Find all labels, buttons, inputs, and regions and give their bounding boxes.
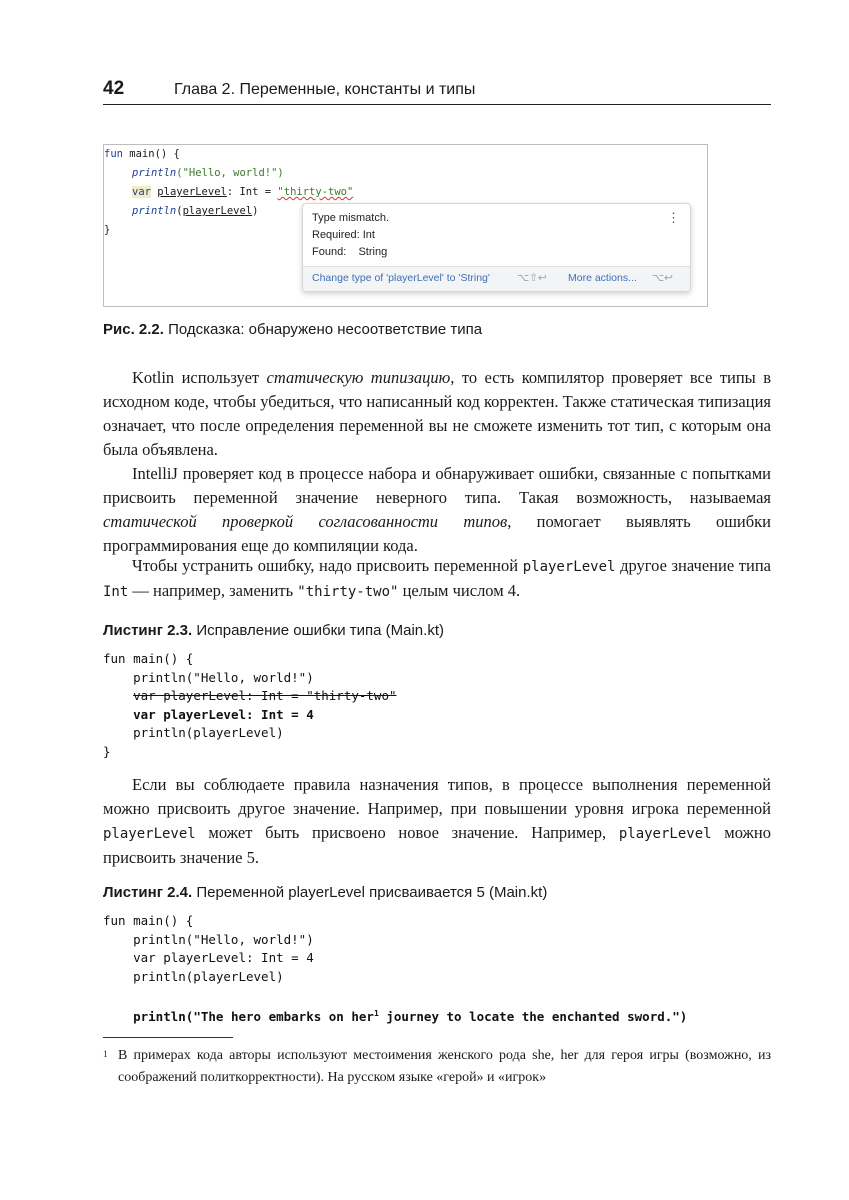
code-line-5: } bbox=[104, 224, 111, 236]
code-line-4: println(playerLevel) bbox=[132, 205, 259, 217]
footnote-text: В примерах кода авторы используют местоимения женского рода she, her для героя игры (возможно, из соображений политкорректности). На русском языке «герой» и «игрок» bbox=[118, 1048, 771, 1085]
added-line: var playerLevel: Int = 4 bbox=[133, 706, 314, 722]
tooltip-title: Type mismatch. bbox=[312, 212, 390, 224]
more-actions-shortcut: ⌥↩ bbox=[652, 272, 673, 284]
listing-2-4-title: Листинг 2.4. Переменной playerLevel присваивается 5 (Main.kt) bbox=[103, 884, 548, 901]
footnote bbox=[103, 1045, 771, 1089]
footnote-mark: 1 bbox=[103, 1049, 108, 1059]
footnote-divider bbox=[103, 1037, 233, 1038]
more-vertical-icon[interactable]: ⋮ bbox=[667, 210, 680, 225]
error-string: "thirty-two" bbox=[277, 186, 354, 198]
change-type-action[interactable]: Change type of 'playerLevel' to 'String' bbox=[312, 272, 490, 284]
paragraph-reassign: Если вы соблюдаете правила назначения типов, в процессе выполнения переменной можно присвоить другое значение. Например, при повышении уровня игрока переменной playerLevel может быть присвоено новое значение. Например, playerLevel можно присвоить значение 5. bbox=[103, 775, 772, 867]
paragraph-intellij-checking: IntelliJ проверяет код в процессе набора и обнаруживает ошибки, связанные с попытками присвоить переменной значение неверного типа. Такая возможность, называемая статической проверкой согласованности типов, помогает выявлять ошибки программирования еще до компиляции кода. bbox=[103, 464, 771, 555]
tooltip-found: Found: String bbox=[312, 246, 388, 258]
figure-caption: Рис. 2.2. Подсказка: обнаружено несоответствие типа bbox=[103, 321, 483, 338]
tooltip-required: Required: Int bbox=[312, 229, 375, 241]
listing-2-4-code: fun main() { println("Hello, world!") var playerLevel: Int = 4 println(playerLevel) println("The hero embarks on her$^1$ journey to locate the enchanted sword.") bbox=[103, 913, 688, 1024]
paragraph-static-typing: Kotlin использует статическую типизацию, то есть компилятор проверяет все типы в исходном коде, чтобы убедиться, что написанный код корректен. Также статическая типизация означает, что после определения переменной вы не сможете изменить тот тип, с которым она была объявлена. bbox=[103, 368, 771, 459]
ide-screenshot-figure bbox=[103, 144, 708, 307]
removed-line: var playerLevel: Int = "thirty-two" bbox=[133, 688, 397, 703]
paragraph-fix-error: Чтобы устранить ошибку, надо присвоить переменной playerLevel другое значение типа Int — например, заменить "thirty-two" целым числом 4. bbox=[103, 556, 771, 600]
listing-2-3-code: fun main() { println("Hello, world!") var playerLevel: Int = "thirty-two" var playerLevel: Int = 4 println(playerLevel) } bbox=[103, 651, 397, 759]
more-actions-link[interactable]: More actions... bbox=[568, 272, 637, 284]
page-number: 42 bbox=[103, 78, 125, 99]
tooltip-footer bbox=[303, 266, 690, 291]
change-type-shortcut: ⌥⇧↩ bbox=[517, 272, 547, 284]
code-line-1: fun main() { bbox=[104, 148, 180, 160]
code-line-3: var playerLevel: Int = "thirty-two" bbox=[132, 186, 354, 198]
code-line-2: println("Hello, world!") bbox=[132, 167, 284, 179]
page-header bbox=[103, 78, 771, 105]
listing-2-3-title: Листинг 2.3. Исправление ошибки типа (Main.kt) bbox=[103, 622, 444, 639]
type-mismatch-tooltip bbox=[302, 203, 691, 292]
chapter-title: Глава 2. Переменные, константы и типы bbox=[174, 81, 476, 98]
